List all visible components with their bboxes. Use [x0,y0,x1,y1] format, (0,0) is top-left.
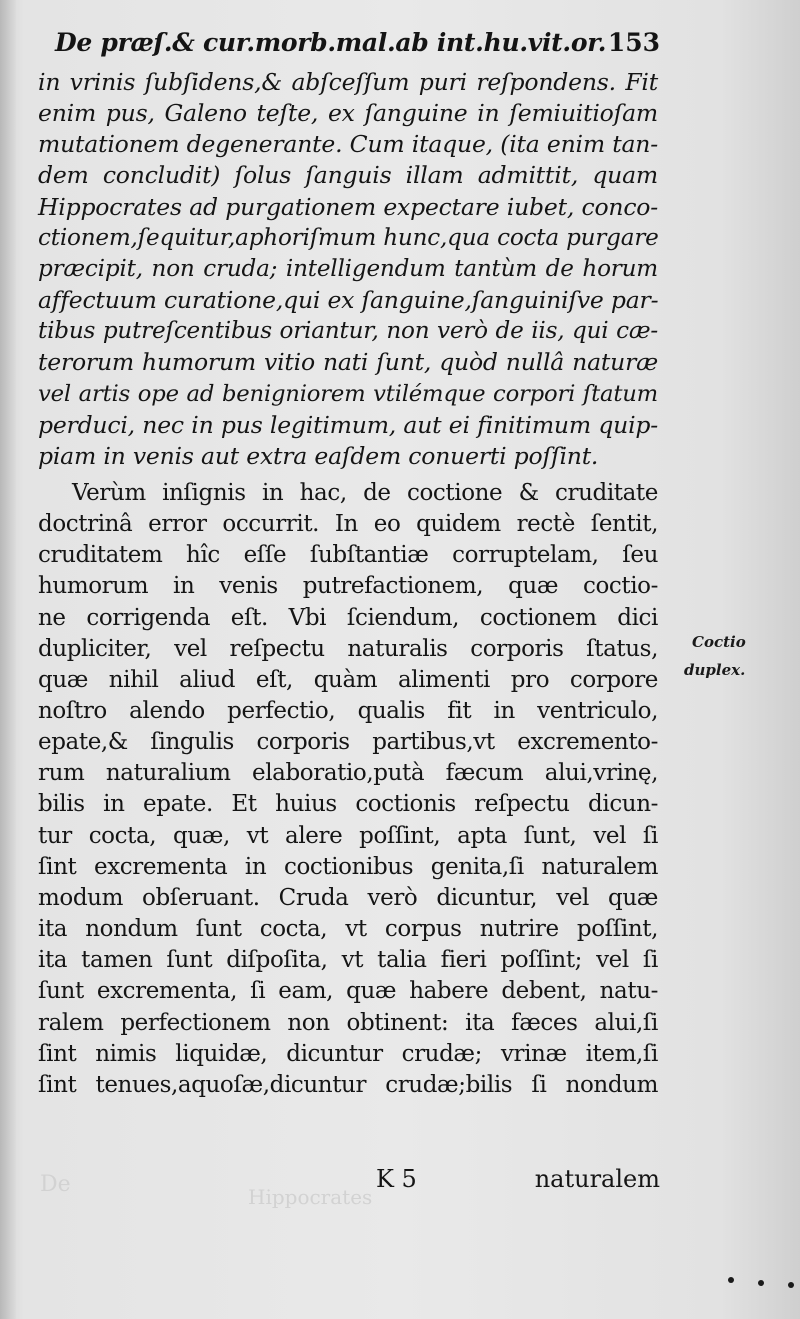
signature-mark: K 5 [376,1165,417,1193]
text-line: Verùm inſignis in hac, de coctione & cruditate [72,479,658,506]
text-line: ita tamen ſunt diſpoſita, vt talia fieri poſſint; vel ſi [38,947,658,974]
text-line: dem concludit) ſolus ſanguis illam admittit, quam [38,161,658,190]
margin-note-line: Coctio [692,633,746,651]
text-line: ctionem,ſequitur,aphoriſmum hunc,qua cocta purgare [38,224,659,251]
text-line: perduci, nec in pus legitimum, aut ei finitimum quip- [38,410,658,439]
text-line: ſint nimis liquidæ, dicuntur crudæ; vrinæ item,ſi [38,1040,658,1067]
text-line: ralem perfectionem non obtinent: ita fæces alui,ſi [38,1009,658,1036]
text-line: ſint tenues,aquoſæ,dicuntur crudæ;bilis ſi nondum [38,1071,658,1098]
footer-line [38,1165,660,1199]
show-through-ink: De [40,1172,71,1197]
text-line: tur cocta, quæ, vt alere poſſint, apta ſunt, vel ſi [38,822,658,849]
text-line: ſunt excrementa, ſi eam, quæ habere debent, natu- [38,978,658,1005]
text-line: ne corrigenda eſt. Vbi ſciendum, coctionem dici [38,604,658,631]
text-line: præcipit, non cruda; intelligendum tantùm de horum [38,255,658,282]
text-line: mutationem degenerante. Cum itaque, (ita enim tan- [38,130,658,159]
margin-dot [758,1280,764,1286]
text-line: terorum humorum vitio nati ſunt, quòd nullâ naturæ [38,348,658,377]
text-line: noſtro alendo perfectio, qualis fit in ventriculo, [38,698,658,724]
page-number: 153 [607,28,660,57]
text-line: epate,& ſingulis corporis partibus,vt excremento- [38,729,658,756]
margin-note-line: duplex. [684,661,746,679]
catchword: naturalem [534,1165,660,1193]
margin-note [684,628,774,684]
margin-dot [788,1282,794,1288]
text-line: ita nondum ſunt cocta, vt corpus nutrire poſſint, [38,916,658,942]
text-line: ſint excrementa in coctionibus genita,ſi naturalem [38,853,658,880]
text-line: modum obſeruant. Cruda verò dicuntur, vel quæ [38,884,658,911]
text-line: cruditatem hîc eſſe ſubſtantiæ corruptelam, ſeu [38,542,658,569]
text-line: in vrinis ſubſidens,& abſceſſum puri reſpondens. Fit [38,68,658,96]
show-through-ink: Hippocrates [248,1185,373,1209]
text-line: doctrinâ error occurrit. In eo quidem rectè ſentit, [38,511,658,538]
text-line: humorum in venis putrefactionem, quæ coctio- [38,573,658,600]
text-line: vel artis ope ad benigniorem vtilémque corpori ſtatum [38,380,658,407]
text-line: Hippocrates ad purgationem expectare iubet, conco- [38,192,658,221]
running-head: De præſ.& cur.morb.mal.ab int.hu.vit.or. [55,28,607,57]
text-line: affectuum curatione,qui ex ſanguine,ſanguiniſve par- [38,286,659,314]
text-line: piam in venis aut extra eaſdem conuerti poſſint. [38,441,599,470]
page-gutter-shadow [0,0,16,1319]
margin-dot [728,1277,734,1283]
text-line: quæ nihil aliud eſt, quàm alimenti pro corpore [38,666,658,693]
running-header [55,28,660,68]
text-line: tibus putreſcentibus oriantur, non verò de iis, qui cæ- [38,318,658,345]
text-line: dupliciter, vel reſpectu naturalis corporis ſtatus, [38,635,658,662]
text-line: rum naturalium elaboratio,putà fæcum alui,vrinę, [38,760,658,787]
text-line: enim pus, Galeno teſte, ex ſanguine in ſemiuitioſam [38,99,658,128]
text-line: bilis in epate. Et huius coctionis reſpectu dicun- [38,791,658,818]
